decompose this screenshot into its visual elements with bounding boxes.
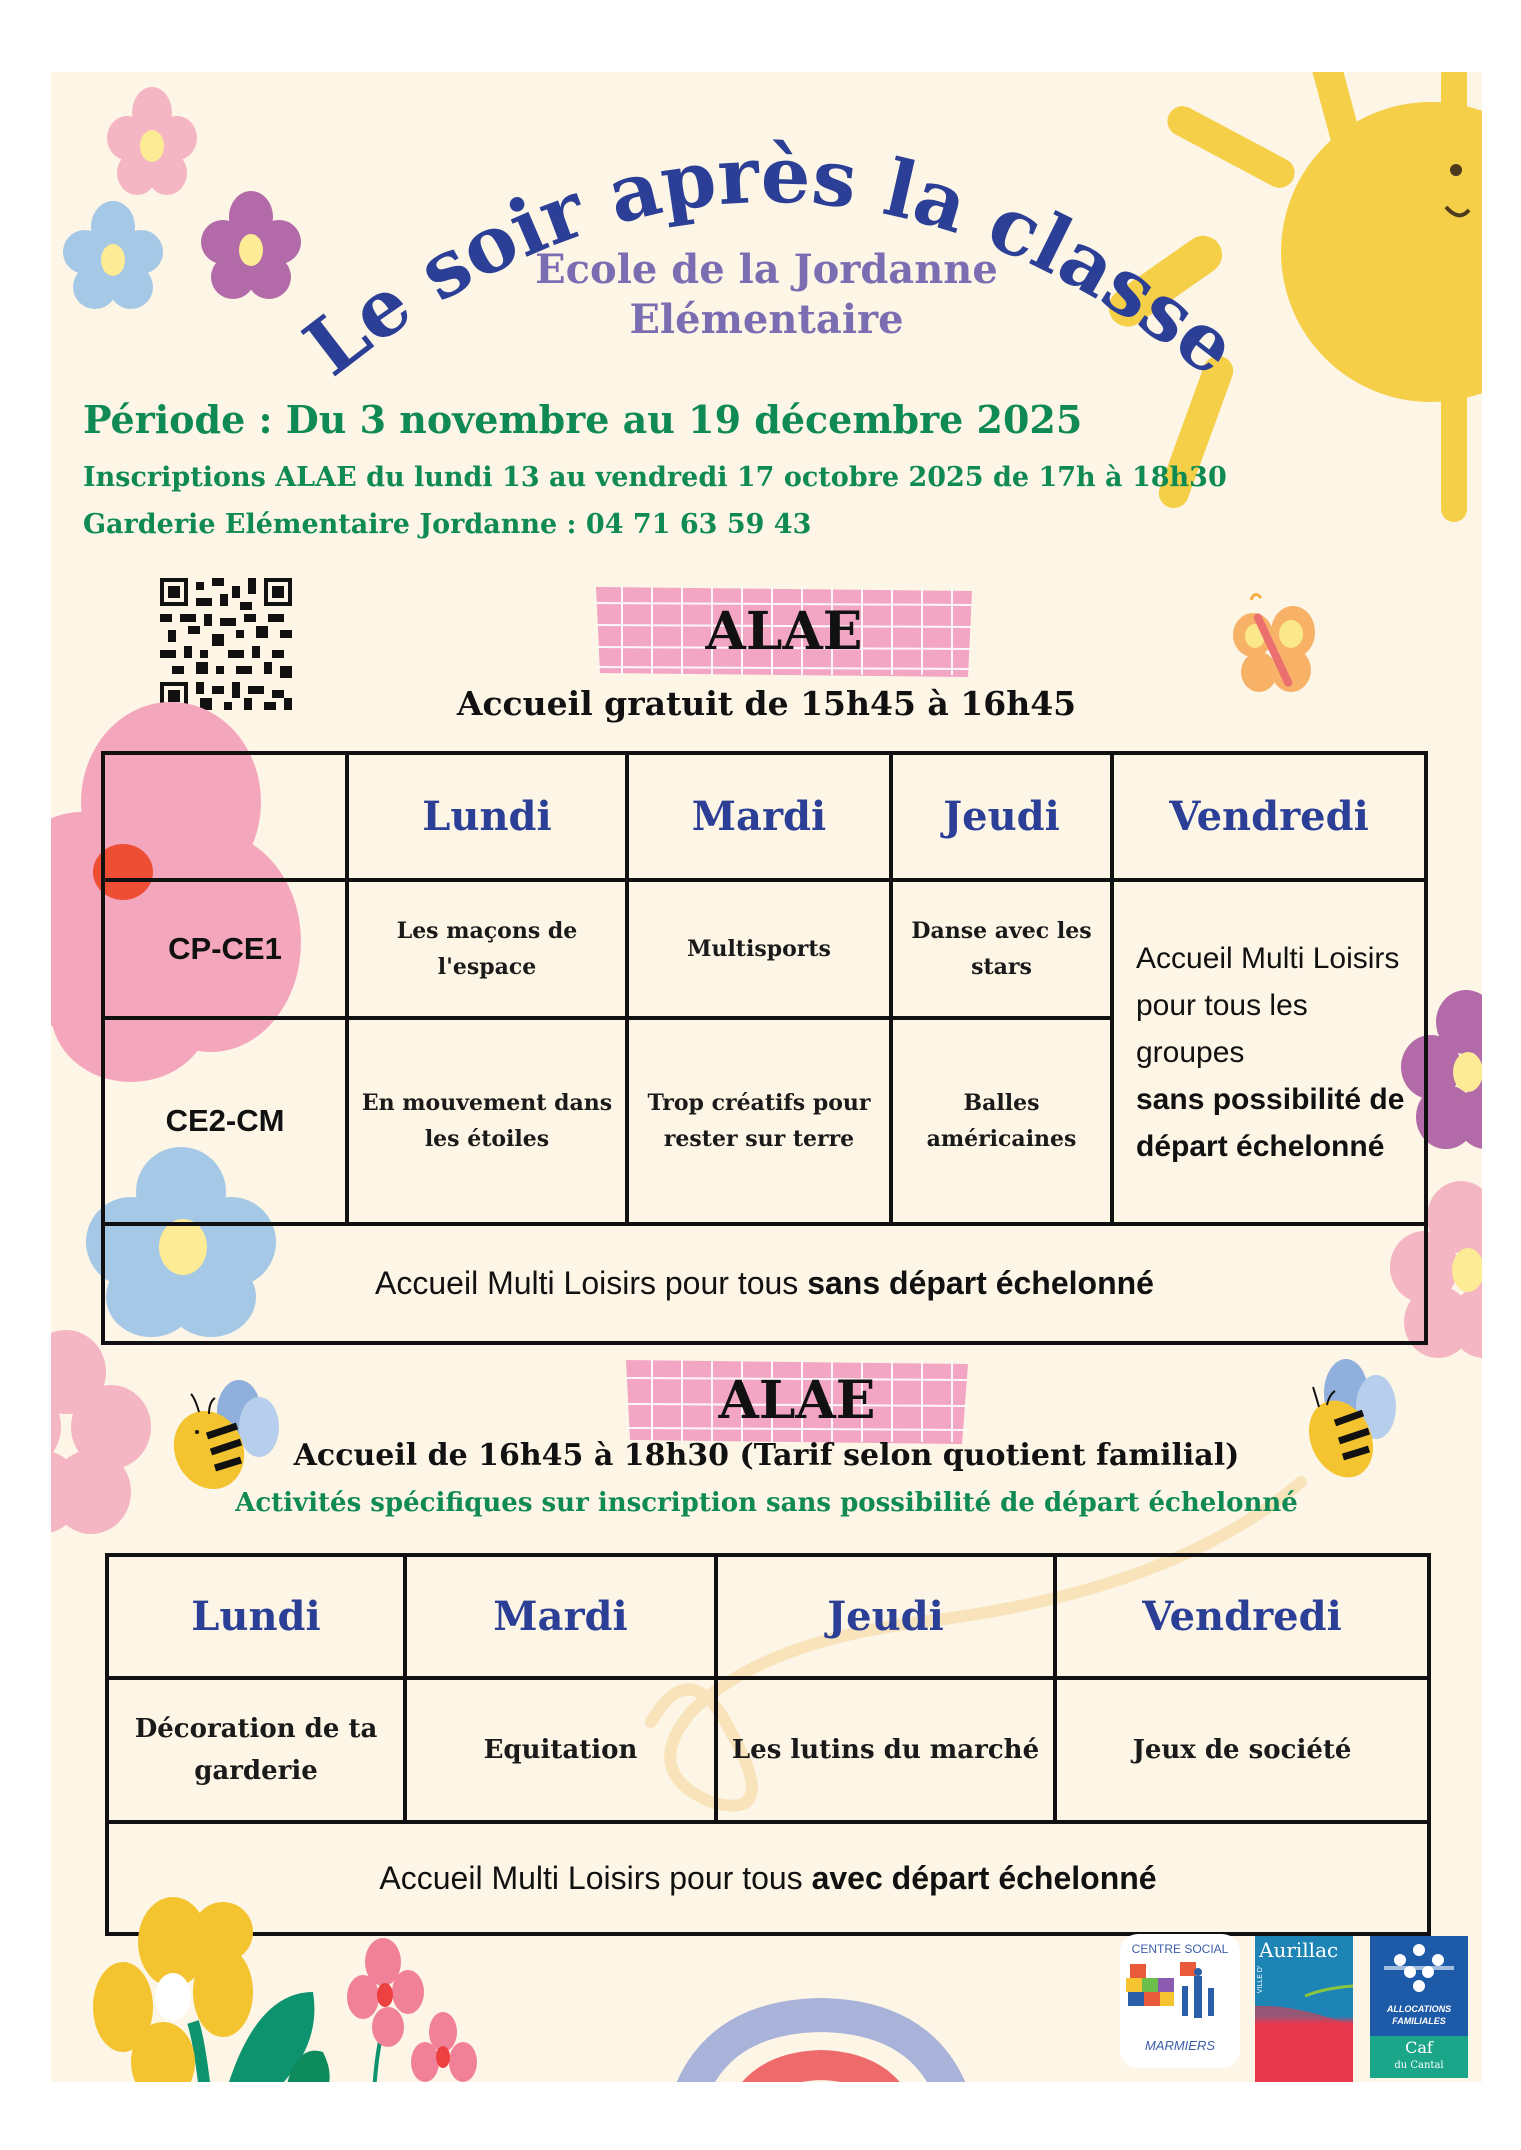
section1-subtitle: Accueil gratuit de 15h45 à 16h45 — [456, 684, 1077, 723]
table-row — [103, 880, 1426, 1018]
friday-note-cell — [1112, 880, 1426, 1224]
schedule-table-paid — [105, 1553, 1431, 1936]
schedule-table-free — [101, 751, 1428, 1345]
activity-cell: Trop créatifs pour rester sur terre — [627, 1018, 891, 1224]
registration-text: Inscriptions ALAE du lundi 13 au vendredi 17 octobre 2025 de 17h à 18h30 — [83, 462, 1227, 493]
day-header: Mardi — [627, 753, 891, 880]
activity-cell: En mouvement dans les étoiles — [347, 1018, 627, 1224]
alae-tape-1 — [592, 585, 976, 679]
friday-note-bold: sans possibilité de départ échelonné — [1136, 1082, 1405, 1163]
alae-label-1: ALAE — [705, 601, 863, 662]
school-name: Ecole de la Jordanne — [535, 246, 998, 293]
activity-cell: Les lutins du marché — [716, 1678, 1055, 1822]
activity-cell: Equitation — [405, 1678, 716, 1822]
title-arc — [51, 72, 1482, 412]
footer-cell: Accueil Multi Loisirs pour tous sans départ échelonné — [103, 1224, 1426, 1343]
puzzle-family-icon — [1120, 1958, 1240, 2038]
logo-caf-cantal: ALLOCATIONS FAMILIALES Caf du Cantal — [1370, 1936, 1468, 2078]
activity-cell: Danse avec les stars — [891, 880, 1112, 1018]
yellow-flower-plant-decoration — [73, 1902, 493, 2082]
day-header: Vendredi — [1112, 753, 1426, 880]
day-header: Vendredi — [1055, 1555, 1429, 1678]
rainbow-decoration — [671, 2007, 991, 2082]
friday-note-regular: Accueil Multi Loisirs pour tous les groupes — [1136, 941, 1400, 1069]
alae-label-2: ALAE — [718, 1370, 876, 1431]
logo-aurillac: Aurillac VILLE D' — [1255, 1936, 1353, 2082]
phone-text: Garderie Elémentaire Jordanne : 04 71 63 59 43 — [83, 509, 812, 540]
table-row — [107, 1678, 1429, 1822]
activity-cell: Balles américaines — [891, 1018, 1112, 1224]
day-header: Mardi — [405, 1555, 716, 1678]
poster — [51, 72, 1482, 2082]
period-text: Période : Du 3 novembre au 19 décembre 2025 — [83, 397, 1083, 442]
corner-cell — [103, 753, 347, 880]
page-title: Le soir après la classe — [288, 129, 1254, 394]
group-cell: CE2-CM — [103, 1018, 347, 1224]
table-footer-row — [103, 1224, 1426, 1343]
day-header: Jeudi — [891, 753, 1112, 880]
bee-decoration-left — [159, 1372, 289, 1492]
activity-cell: Multisports — [627, 880, 891, 1018]
day-header: Lundi — [107, 1555, 405, 1678]
activity-cell: Jeux de société — [1055, 1678, 1429, 1822]
section2-subtitle: Accueil de 16h45 à 18h30 (Tarif selon quotient familial) — [293, 1438, 1240, 1473]
footer-cell: Accueil Multi Loisirs pour tous avec départ échelonné — [107, 1822, 1429, 1934]
logo-centre-social-marmiers: CENTRE SOCIAL MARMIERS — [1120, 1934, 1240, 2068]
activity-cell: Les maçons de l'espace — [347, 880, 627, 1018]
section2-note: Activités spécifiques sur inscription sans possibilité de départ échelonné — [235, 1488, 1298, 1518]
group-cell: CP-CE1 — [103, 880, 347, 1018]
alae-tape-2 — [622, 1358, 972, 1446]
caf-people-icon — [1370, 1940, 1468, 2000]
day-header: Lundi — [347, 753, 627, 880]
day-header: Jeudi — [716, 1555, 1055, 1678]
school-level: Elémentaire — [629, 296, 904, 343]
activity-cell: Décoration de ta garderie — [107, 1678, 405, 1822]
